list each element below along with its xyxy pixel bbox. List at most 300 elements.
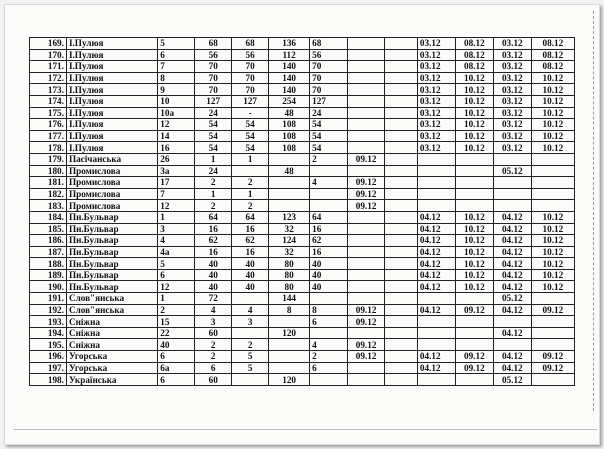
- page-bottom-line: [13, 429, 597, 430]
- table-row: [30, 351, 575, 363]
- table-row: [30, 188, 575, 200]
- value-d-cell: [310, 293, 348, 305]
- date-e-cell: [531, 316, 574, 328]
- date-c-cell: 10.12: [455, 246, 493, 258]
- house-number-cell: 40: [158, 339, 195, 351]
- row-number-cell: 175.: [30, 107, 67, 119]
- value-e-cell: [385, 188, 418, 200]
- table-body: [30, 38, 575, 386]
- value-e-cell: [385, 339, 418, 351]
- house-number-cell: 15: [158, 316, 195, 328]
- value-e-cell: [385, 374, 418, 386]
- value-b-cell: 2: [232, 177, 269, 189]
- value-d-cell: 70: [310, 72, 348, 84]
- date-c-cell: 10.12: [455, 130, 493, 142]
- value-b-cell: 70: [232, 61, 269, 73]
- value-e-cell: [385, 107, 418, 119]
- table-row: [30, 95, 575, 107]
- street-name-cell: І.Пулюя: [66, 84, 157, 96]
- row-number-cell: 170.: [30, 49, 67, 61]
- date-e-cell: [531, 293, 574, 305]
- value-b-cell: 2: [232, 200, 269, 212]
- value-b-cell: 127: [232, 95, 269, 107]
- table-row: [30, 327, 575, 339]
- date-b-cell: [417, 177, 455, 189]
- value-a-cell: 2: [195, 339, 232, 351]
- value-c-cell: 108: [269, 142, 310, 154]
- date-e-cell: 10.12: [531, 107, 574, 119]
- date-b-cell: 03.12: [417, 38, 455, 50]
- table-row: [30, 269, 575, 281]
- date-e-cell: 10.12: [531, 84, 574, 96]
- row-number-cell: 183.: [30, 200, 67, 212]
- date-c-cell: 10.12: [455, 281, 493, 293]
- value-a-cell: 70: [195, 84, 232, 96]
- date-a-cell: [348, 327, 385, 339]
- value-d-cell: 4: [310, 339, 348, 351]
- table-row: [30, 258, 575, 270]
- value-a-cell: 60: [195, 374, 232, 386]
- date-a-cell: 09.12: [348, 153, 385, 165]
- date-d-cell: [493, 316, 531, 328]
- value-b-cell: 4: [232, 304, 269, 316]
- date-e-cell: [531, 177, 574, 189]
- value-b-cell: 64: [232, 211, 269, 223]
- value-d-cell: 56: [310, 49, 348, 61]
- date-e-cell: 10.12: [531, 235, 574, 247]
- value-a-cell: 40: [195, 258, 232, 270]
- date-e-cell: 10.12: [531, 119, 574, 131]
- value-a-cell: 2: [195, 200, 232, 212]
- date-b-cell: [417, 153, 455, 165]
- table-row: [30, 316, 575, 328]
- date-b-cell: [417, 339, 455, 351]
- street-name-cell: Промислова: [66, 165, 157, 177]
- value-a-cell: 40: [195, 269, 232, 281]
- value-d-cell: 24: [310, 107, 348, 119]
- date-b-cell: 03.12: [417, 130, 455, 142]
- row-number-cell: 193.: [30, 316, 67, 328]
- street-name-cell: Промислова: [66, 188, 157, 200]
- value-c-cell: 32: [269, 246, 310, 258]
- date-e-cell: [531, 327, 574, 339]
- date-d-cell: 03.12: [493, 142, 531, 154]
- street-name-cell: І.Пулюя: [66, 119, 157, 131]
- row-number-cell: 169.: [30, 38, 67, 50]
- house-number-cell: 14: [158, 130, 195, 142]
- value-e-cell: [385, 235, 418, 247]
- table-row: [30, 223, 575, 235]
- house-number-cell: 4: [158, 235, 195, 247]
- value-d-cell: [310, 200, 348, 212]
- value-b-cell: 70: [232, 72, 269, 84]
- value-e-cell: [385, 165, 418, 177]
- table-row: [30, 293, 575, 305]
- row-number-cell: 185.: [30, 223, 67, 235]
- date-c-cell: [455, 374, 493, 386]
- date-d-cell: 03.12: [493, 107, 531, 119]
- value-e-cell: [385, 38, 418, 50]
- street-name-cell: Українська: [66, 374, 157, 386]
- value-c-cell: [269, 362, 310, 374]
- value-a-cell: 54: [195, 142, 232, 154]
- date-e-cell: 10.12: [531, 281, 574, 293]
- row-number-cell: 186.: [30, 235, 67, 247]
- date-c-cell: 10.12: [455, 95, 493, 107]
- value-d-cell: 68: [310, 38, 348, 50]
- value-a-cell: 40: [195, 281, 232, 293]
- date-d-cell: 04.12: [493, 269, 531, 281]
- row-number-cell: 171.: [30, 61, 67, 73]
- value-e-cell: [385, 153, 418, 165]
- value-d-cell: [310, 374, 348, 386]
- house-number-cell: 3: [158, 223, 195, 235]
- table-row: [30, 119, 575, 131]
- street-name-cell: І.Пулюя: [66, 49, 157, 61]
- value-a-cell: 70: [195, 72, 232, 84]
- date-d-cell: 03.12: [493, 61, 531, 73]
- value-a-cell: 68: [195, 38, 232, 50]
- value-c-cell: 140: [269, 61, 310, 73]
- date-b-cell: [417, 374, 455, 386]
- date-e-cell: [531, 200, 574, 212]
- street-name-cell: Пн.Бульвар: [66, 258, 157, 270]
- value-d-cell: 6: [310, 316, 348, 328]
- date-d-cell: 04.12: [493, 362, 531, 374]
- date-d-cell: 04.12: [493, 351, 531, 363]
- date-c-cell: 10.12: [455, 235, 493, 247]
- value-e-cell: [385, 142, 418, 154]
- date-b-cell: 03.12: [417, 95, 455, 107]
- value-c-cell: [269, 200, 310, 212]
- house-number-cell: 5: [158, 38, 195, 50]
- date-c-cell: [455, 200, 493, 212]
- value-d-cell: 2: [310, 153, 348, 165]
- value-b-cell: 2: [232, 339, 269, 351]
- value-e-cell: [385, 177, 418, 189]
- value-a-cell: 2: [195, 351, 232, 363]
- value-d-cell: [310, 327, 348, 339]
- street-name-cell: Угорська: [66, 351, 157, 363]
- house-number-cell: 22: [158, 327, 195, 339]
- value-c-cell: 136: [269, 38, 310, 50]
- date-e-cell: 10.12: [531, 95, 574, 107]
- table-row: [30, 107, 575, 119]
- house-number-cell: 16: [158, 142, 195, 154]
- street-name-cell: Пн.Бульвар: [66, 281, 157, 293]
- value-b-cell: 5: [232, 362, 269, 374]
- value-c-cell: 80: [269, 258, 310, 270]
- date-a-cell: [348, 142, 385, 154]
- value-b-cell: 40: [232, 258, 269, 270]
- date-e-cell: [531, 339, 574, 351]
- date-c-cell: [455, 316, 493, 328]
- date-e-cell: [531, 165, 574, 177]
- date-e-cell: 10.12: [531, 223, 574, 235]
- row-number-cell: 188.: [30, 258, 67, 270]
- value-c-cell: 140: [269, 84, 310, 96]
- value-a-cell: 3: [195, 316, 232, 328]
- row-number-cell: 195.: [30, 339, 67, 351]
- value-e-cell: [385, 211, 418, 223]
- date-a-cell: 09.12: [348, 351, 385, 363]
- date-a-cell: [348, 119, 385, 131]
- value-e-cell: [385, 304, 418, 316]
- value-d-cell: 64: [310, 211, 348, 223]
- row-number-cell: 172.: [30, 72, 67, 84]
- street-name-cell: Промислова: [66, 177, 157, 189]
- value-d-cell: 54: [310, 130, 348, 142]
- date-c-cell: 10.12: [455, 258, 493, 270]
- date-d-cell: 03.12: [493, 38, 531, 50]
- date-a-cell: [348, 95, 385, 107]
- street-name-cell: Пн.Бульвар: [66, 269, 157, 281]
- date-c-cell: 10.12: [455, 223, 493, 235]
- value-e-cell: [385, 351, 418, 363]
- value-b-cell: 16: [232, 246, 269, 258]
- date-d-cell: 03.12: [493, 95, 531, 107]
- street-name-cell: Пн.Бульвар: [66, 235, 157, 247]
- date-b-cell: 04.12: [417, 304, 455, 316]
- date-e-cell: 10.12: [531, 211, 574, 223]
- table-row: [30, 246, 575, 258]
- date-a-cell: [348, 84, 385, 96]
- value-c-cell: [269, 351, 310, 363]
- value-e-cell: [385, 269, 418, 281]
- street-name-cell: Промислова: [66, 200, 157, 212]
- value-c-cell: 120: [269, 327, 310, 339]
- table-row: [30, 374, 575, 386]
- date-a-cell: 09.12: [348, 177, 385, 189]
- row-number-cell: 182.: [30, 188, 67, 200]
- value-c-cell: 144: [269, 293, 310, 305]
- value-e-cell: [385, 84, 418, 96]
- value-a-cell: 127: [195, 95, 232, 107]
- value-d-cell: 62: [310, 235, 348, 247]
- value-d-cell: [310, 165, 348, 177]
- table-row: [30, 84, 575, 96]
- value-d-cell: 127: [310, 95, 348, 107]
- house-number-cell: 10а: [158, 107, 195, 119]
- house-number-cell: 7: [158, 61, 195, 73]
- value-c-cell: 120: [269, 374, 310, 386]
- date-a-cell: [348, 49, 385, 61]
- date-a-cell: [348, 293, 385, 305]
- house-number-cell: 6: [158, 49, 195, 61]
- date-a-cell: [348, 362, 385, 374]
- date-b-cell: 04.12: [417, 246, 455, 258]
- value-b-cell: [232, 293, 269, 305]
- value-c-cell: 48: [269, 107, 310, 119]
- value-d-cell: 8: [310, 304, 348, 316]
- street-name-cell: І.Пулюя: [66, 107, 157, 119]
- date-a-cell: [348, 61, 385, 73]
- value-c-cell: 254: [269, 95, 310, 107]
- date-d-cell: 03.12: [493, 49, 531, 61]
- value-a-cell: 72: [195, 293, 232, 305]
- row-number-cell: 187.: [30, 246, 67, 258]
- value-d-cell: 6: [310, 362, 348, 374]
- value-e-cell: [385, 223, 418, 235]
- date-d-cell: 03.12: [493, 130, 531, 142]
- value-b-cell: 56: [232, 49, 269, 61]
- date-c-cell: 08.12: [455, 49, 493, 61]
- date-d-cell: 04.12: [493, 235, 531, 247]
- table-row: [30, 49, 575, 61]
- sheet-edge-line: [593, 11, 598, 411]
- table-row: [30, 177, 575, 189]
- date-e-cell: 09.12: [531, 304, 574, 316]
- value-b-cell: 62: [232, 235, 269, 247]
- house-number-cell: 1: [158, 211, 195, 223]
- date-b-cell: [417, 188, 455, 200]
- table-row: [30, 130, 575, 142]
- street-name-cell: Слов"янська: [66, 304, 157, 316]
- house-number-cell: 9: [158, 84, 195, 96]
- value-a-cell: 6: [195, 362, 232, 374]
- date-b-cell: [417, 327, 455, 339]
- date-c-cell: [455, 153, 493, 165]
- date-a-cell: [348, 130, 385, 142]
- date-c-cell: 09.12: [455, 304, 493, 316]
- row-number-cell: 177.: [30, 130, 67, 142]
- date-b-cell: 03.12: [417, 49, 455, 61]
- house-number-cell: 12: [158, 119, 195, 131]
- row-number-cell: 190.: [30, 281, 67, 293]
- value-e-cell: [385, 281, 418, 293]
- value-b-cell: [232, 374, 269, 386]
- date-d-cell: 05.12: [493, 374, 531, 386]
- value-c-cell: [269, 188, 310, 200]
- date-d-cell: [493, 188, 531, 200]
- table-row: [30, 72, 575, 84]
- value-a-cell: 16: [195, 223, 232, 235]
- date-a-cell: [348, 258, 385, 270]
- house-number-cell: 6: [158, 374, 195, 386]
- value-a-cell: 24: [195, 107, 232, 119]
- value-d-cell: 16: [310, 223, 348, 235]
- row-number-cell: 191.: [30, 293, 67, 305]
- date-d-cell: 04.12: [493, 246, 531, 258]
- date-d-cell: 04.12: [493, 281, 531, 293]
- date-b-cell: 04.12: [417, 235, 455, 247]
- street-name-cell: Пн.Бульвар: [66, 223, 157, 235]
- date-e-cell: 10.12: [531, 142, 574, 154]
- date-d-cell: 05.12: [493, 293, 531, 305]
- street-name-cell: Слов"янська: [66, 293, 157, 305]
- value-b-cell: 54: [232, 142, 269, 154]
- house-number-cell: 3а: [158, 165, 195, 177]
- house-number-cell: 12: [158, 281, 195, 293]
- value-c-cell: 32: [269, 223, 310, 235]
- date-d-cell: 03.12: [493, 119, 531, 131]
- house-number-cell: 2: [158, 304, 195, 316]
- date-b-cell: 03.12: [417, 61, 455, 73]
- date-d-cell: [493, 153, 531, 165]
- value-a-cell: 62: [195, 235, 232, 247]
- street-name-cell: Сніжна: [66, 339, 157, 351]
- date-b-cell: 03.12: [417, 119, 455, 131]
- row-number-cell: 178.: [30, 142, 67, 154]
- value-c-cell: 48: [269, 165, 310, 177]
- table-row: [30, 142, 575, 154]
- row-number-cell: 189.: [30, 269, 67, 281]
- date-b-cell: 04.12: [417, 351, 455, 363]
- date-b-cell: 03.12: [417, 84, 455, 96]
- date-e-cell: [531, 153, 574, 165]
- date-e-cell: [531, 188, 574, 200]
- value-b-cell: 1: [232, 153, 269, 165]
- value-c-cell: 112: [269, 49, 310, 61]
- value-d-cell: [310, 188, 348, 200]
- date-b-cell: 03.12: [417, 72, 455, 84]
- value-b-cell: 68: [232, 38, 269, 50]
- date-d-cell: [493, 339, 531, 351]
- date-b-cell: 04.12: [417, 223, 455, 235]
- value-c-cell: 80: [269, 281, 310, 293]
- value-b-cell: 54: [232, 119, 269, 131]
- date-b-cell: 04.12: [417, 269, 455, 281]
- date-e-cell: 10.12: [531, 269, 574, 281]
- scanned-page: [4, 4, 600, 445]
- value-b-cell: 40: [232, 269, 269, 281]
- date-c-cell: 10.12: [455, 142, 493, 154]
- date-b-cell: [417, 200, 455, 212]
- date-c-cell: 08.12: [455, 61, 493, 73]
- row-number-cell: 176.: [30, 119, 67, 131]
- table-row: [30, 281, 575, 293]
- street-name-cell: І.Пулюя: [66, 142, 157, 154]
- date-c-cell: [455, 293, 493, 305]
- row-number-cell: 194.: [30, 327, 67, 339]
- table-row: [30, 304, 575, 316]
- value-e-cell: [385, 61, 418, 73]
- date-c-cell: 10.12: [455, 119, 493, 131]
- date-e-cell: 08.12: [531, 49, 574, 61]
- value-c-cell: 123: [269, 211, 310, 223]
- value-b-cell: [232, 327, 269, 339]
- value-e-cell: [385, 293, 418, 305]
- value-a-cell: 24: [195, 165, 232, 177]
- street-name-cell: І.Пулюя: [66, 130, 157, 142]
- date-e-cell: 09.12: [531, 362, 574, 374]
- row-number-cell: 173.: [30, 84, 67, 96]
- value-e-cell: [385, 200, 418, 212]
- value-e-cell: [385, 49, 418, 61]
- date-c-cell: 10.12: [455, 84, 493, 96]
- value-d-cell: 4: [310, 177, 348, 189]
- value-d-cell: 16: [310, 246, 348, 258]
- date-c-cell: 09.12: [455, 351, 493, 363]
- data-table: [29, 37, 575, 386]
- table-row: [30, 38, 575, 50]
- date-c-cell: [455, 165, 493, 177]
- value-a-cell: 56: [195, 49, 232, 61]
- date-e-cell: 10.12: [531, 258, 574, 270]
- house-number-cell: 17: [158, 177, 195, 189]
- street-name-cell: І.Пулюя: [66, 38, 157, 50]
- date-a-cell: [348, 72, 385, 84]
- date-d-cell: 04.12: [493, 223, 531, 235]
- date-e-cell: 08.12: [531, 38, 574, 50]
- street-name-cell: Сніжна: [66, 316, 157, 328]
- date-b-cell: 04.12: [417, 211, 455, 223]
- table-row: [30, 153, 575, 165]
- date-d-cell: 04.12: [493, 211, 531, 223]
- table-row: [30, 211, 575, 223]
- date-d-cell: 03.12: [493, 84, 531, 96]
- row-number-cell: 179.: [30, 153, 67, 165]
